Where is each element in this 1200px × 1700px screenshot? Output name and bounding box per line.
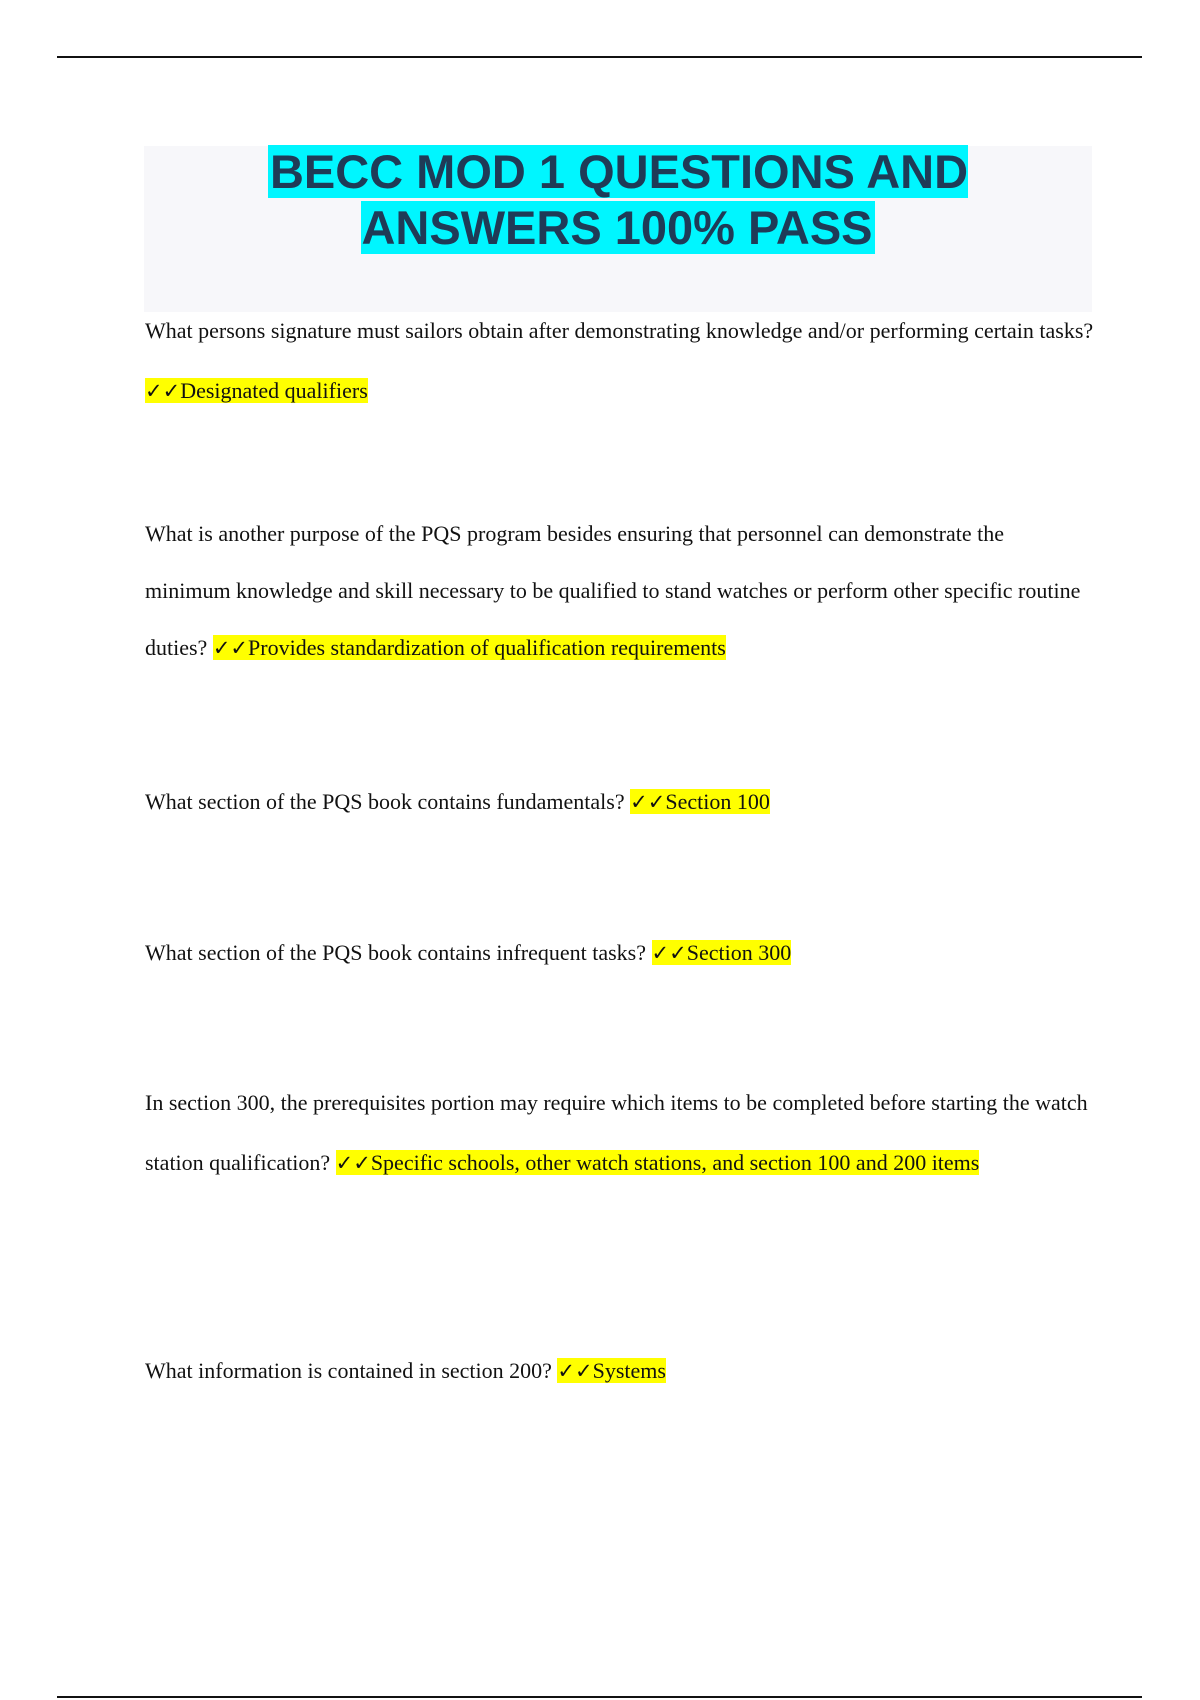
bottom-rule — [57, 1696, 1142, 1698]
double-check-icon: ✓✓ — [335, 1151, 371, 1175]
double-check-icon: ✓✓ — [651, 941, 687, 965]
answer-highlight — [557, 1358, 666, 1383]
answer-text: Systems — [592, 1358, 666, 1383]
answer-highlight — [336, 1150, 980, 1175]
qa-item-3 — [145, 772, 1095, 832]
qa-item-2 — [145, 505, 1095, 677]
qa-item-5 — [145, 1073, 1095, 1193]
qa-item-1 — [145, 301, 1095, 421]
answer-text: Section 300 — [686, 940, 792, 965]
answer-text: Provides standardization of qualification requirements — [248, 635, 726, 660]
double-check-icon: ✓✓ — [630, 790, 666, 814]
answer-highlight — [652, 940, 792, 965]
question-text: In section 300, the prerequisites portion may require which items to be completed before starting the watch station qualification? — [145, 1090, 1088, 1175]
question-text: What section of the PQS book contains fundamentals? — [145, 789, 625, 814]
answer-text: Specific schools, other watch stations, and section 100 and 200 items — [370, 1150, 980, 1175]
question-text: What information is contained in section 200? — [145, 1358, 552, 1383]
document-title-text: BECC MOD 1 QUESTIONS AND ANSWERS 100% PASS — [269, 145, 969, 254]
qa-item-4 — [145, 923, 1095, 983]
answer-text: Section 100 — [665, 789, 770, 814]
question-text: What is another purpose of the PQS program besides ensuring that personnel can demonstrate the minimum knowledge and skill necessary to be qualified to stand watches or perform other specific routine duties? — [145, 521, 1081, 660]
top-rule — [57, 56, 1142, 58]
question-text: What persons signature must sailors obtain after demonstrating knowledge and/or performing certain tasks? — [145, 318, 1094, 343]
answer-highlight — [213, 635, 726, 660]
document-title — [144, 144, 1092, 256]
answer-text: Designated qualifiers — [180, 378, 368, 403]
double-check-icon: ✓✓ — [557, 1359, 593, 1383]
qa-item-6 — [145, 1341, 1095, 1401]
double-check-icon: ✓✓ — [212, 636, 249, 660]
double-check-icon: ✓✓ — [145, 379, 181, 403]
answer-highlight — [630, 789, 770, 814]
answer-highlight — [145, 378, 368, 403]
question-text: What section of the PQS book contains infrequent tasks? — [145, 940, 647, 965]
